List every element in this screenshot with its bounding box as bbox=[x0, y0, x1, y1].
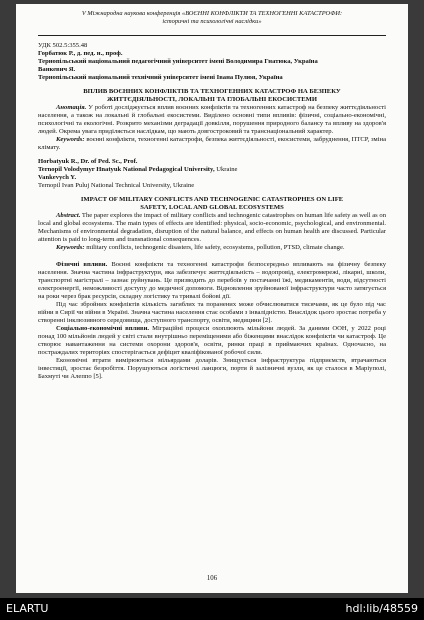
en-keywords bbox=[38, 244, 386, 252]
page-number: 106 bbox=[206, 575, 218, 582]
socioeconomic-label: Соціально-економічні впливи. bbox=[56, 325, 150, 332]
ua-abstract-text: У роботі досліджується вплив воєнних конфліктів та техногенних катастроф на безпеку життєдіяльності населення, а також на локальні й глобальні екосистеми. Виділено основні типи впливів: фізичні, соціально-економічні, психологічні та екологічні. Розкрито механізми деградації довкілля, порушення природного балансу та впливу на здоров'я людей. Окрема увага приділяється наслідкам, що мають довгостроковий та транснаціональний характер. bbox=[38, 104, 386, 135]
ua-abstract-label: Анотація. bbox=[56, 104, 87, 111]
repository-name: ELARTU bbox=[6, 602, 49, 615]
header-line-1: V Міжнародна наукова конференція «ВОЄННІ КОНФЛІКТИ ТА ТЕХНОГЕННІ КАТАСТРОФИ: bbox=[81, 10, 343, 17]
ua-affiliation-2: Тернопільський національний технічний університет імені Івана Пулюя, Україна bbox=[38, 74, 283, 81]
handle-id: hdl:lib/48559 bbox=[345, 602, 418, 615]
en-affiliation-2: Ternopil Ivan Puluj National Technical University, Ukraine bbox=[38, 182, 195, 189]
ua-keywords bbox=[38, 136, 386, 152]
en-keywords-text: military conflicts, technogenic disasters, life safety, ecosystems, pollution, PTSD, climate change. bbox=[84, 244, 345, 251]
ua-author-2: Ванкевич Я. bbox=[38, 66, 76, 73]
header-divider bbox=[38, 35, 386, 36]
spacer bbox=[38, 252, 386, 261]
en-affiliation-1-country: Ukraine bbox=[214, 166, 238, 173]
en-abstract bbox=[38, 212, 386, 244]
document-page bbox=[16, 4, 408, 593]
en-affiliation-1 bbox=[38, 166, 386, 174]
en-abstract-text: The paper explores the impact of military conflicts and technogenic catastrophes on human life safety as well as on local and global ecosystems. The main types of effects are identified: physical, socio-economic, psychological, and environmental. Mechanisms of environmental degradation, disruption of the natural balance, and effects on human health are discussed. Particular attention is paid to long-term and transnational consequences. bbox=[38, 212, 386, 243]
ua-title-line-1: ВПЛИВ ВОЄННИХ КОНФЛІКТІВ ТА ТЕХНОГЕННИХ КАТАСТРОФ НА БЕЗПЕКУ bbox=[83, 88, 341, 95]
ua-title bbox=[38, 88, 386, 104]
body-paragraph-casualties: Під час збройних конфліктів кількість загиблих та поранених може обчислюватися тисячами, як це було під час війни в Сирії чи війни в Україні. Значна частина населення стає особами з інвалідністю. Внаслідок цього зростає потреба у створенні інклюзивного середовища, доступного транспорту, освіти, медицини [2]. bbox=[38, 301, 386, 324]
ua-affiliation-1: Тернопільський національний педагогічний університет імені Володимира Гнатюка, Україна bbox=[38, 58, 318, 65]
header-line-2: історичні та психологічні наслідки» bbox=[162, 17, 262, 25]
udc-code: УДК 502.5:355.48 bbox=[38, 42, 88, 49]
physical-text: Воєнні конфлікти та техногенні катастрофи безпосередньо впливають на фізичну безпеку населення. Значна частина інфраструктури, яка забезпечує життєдіяльність – водопровід, електромережі, лікарні, школи, транспортні магістралі – зазнає руйнувань. Це призводить до перебоїв у постачанні їжі, медикаментів, води, відсутності електроенергії, неможливості доступу до медичної допомоги. Відновлення зруйнованої інфраструктури часто затягується на роки через брак ресурсів, складну логістику та тривалі бойові дії. bbox=[38, 261, 386, 300]
en-title-line-2: SAFETY, LOCAL AND GLOBAL ECOSYSTEMS bbox=[140, 204, 284, 211]
body-paragraph-economic-losses: Економічні втрати вимірюються мільярдами доларів. Знищується інфраструктура підприємств, втрачаються інвестиції, зростає безробіття. Порушуються логістичні ланцюги, порти й залізничні вузли, як це сталося в Маріуполі, Бахмуті чи Алеппо [5]. bbox=[38, 357, 386, 380]
conference-header bbox=[16, 10, 408, 26]
ua-author-1: Горбатюк Р., д. пед. н., проф. bbox=[38, 50, 123, 57]
article-body bbox=[38, 42, 386, 381]
ua-keywords-label: Keywords: bbox=[56, 136, 85, 143]
en-author-2: Vankevych Y. bbox=[38, 174, 77, 181]
body-paragraph-socioeconomic bbox=[38, 325, 386, 357]
socioeconomic-text: Міграційні процеси охоплюють мільйони людей. За даними ООН, у 2022 році понад 100 мільйонів людей у світі стали внутрішньо переміщеними або біженцями внаслідок конфліктів чи катастроф. Це створює навантаження на системи охорони здоров'я, освіти, ринки праці в приймаючих країнах. Одночасно, на постраждалих територіях спостерігається дефіцит кваліфікованої робочої сили. bbox=[38, 325, 386, 356]
ua-keywords-text: воєнні конфлікти, техногенні катастрофи, безпека життєдіяльності, екосистеми, забруднення, ПТСР, зміна клімату. bbox=[38, 136, 386, 151]
physical-label: Фізичні впливи. bbox=[56, 261, 108, 268]
en-title-line-1: IMPACT OF MILITARY CONFLICTS AND TECHNOGENIC CATASTROPHES ON LIFE bbox=[80, 196, 344, 203]
en-author-1: Horbatyuk R., Dr. of Ped. Sc., Prof. bbox=[38, 158, 138, 165]
en-keywords-label: Keywords: bbox=[56, 244, 85, 251]
ua-abstract bbox=[38, 104, 386, 136]
body-paragraph-physical bbox=[38, 261, 386, 301]
ua-title-line-2: ЖИТТЄДІЯЛЬНОСТІ, ЛОКАЛЬНІ ТА ГЛОБАЛЬНІ ЕКОСИСТЕМИ bbox=[106, 96, 317, 103]
footer-bar bbox=[0, 598, 424, 620]
en-title bbox=[38, 196, 386, 212]
en-affiliation-1-name: Ternopil Volodymyr Hnatyuk National Pedagogical University, bbox=[38, 166, 215, 173]
en-abstract-label: Abstract. bbox=[56, 212, 81, 219]
